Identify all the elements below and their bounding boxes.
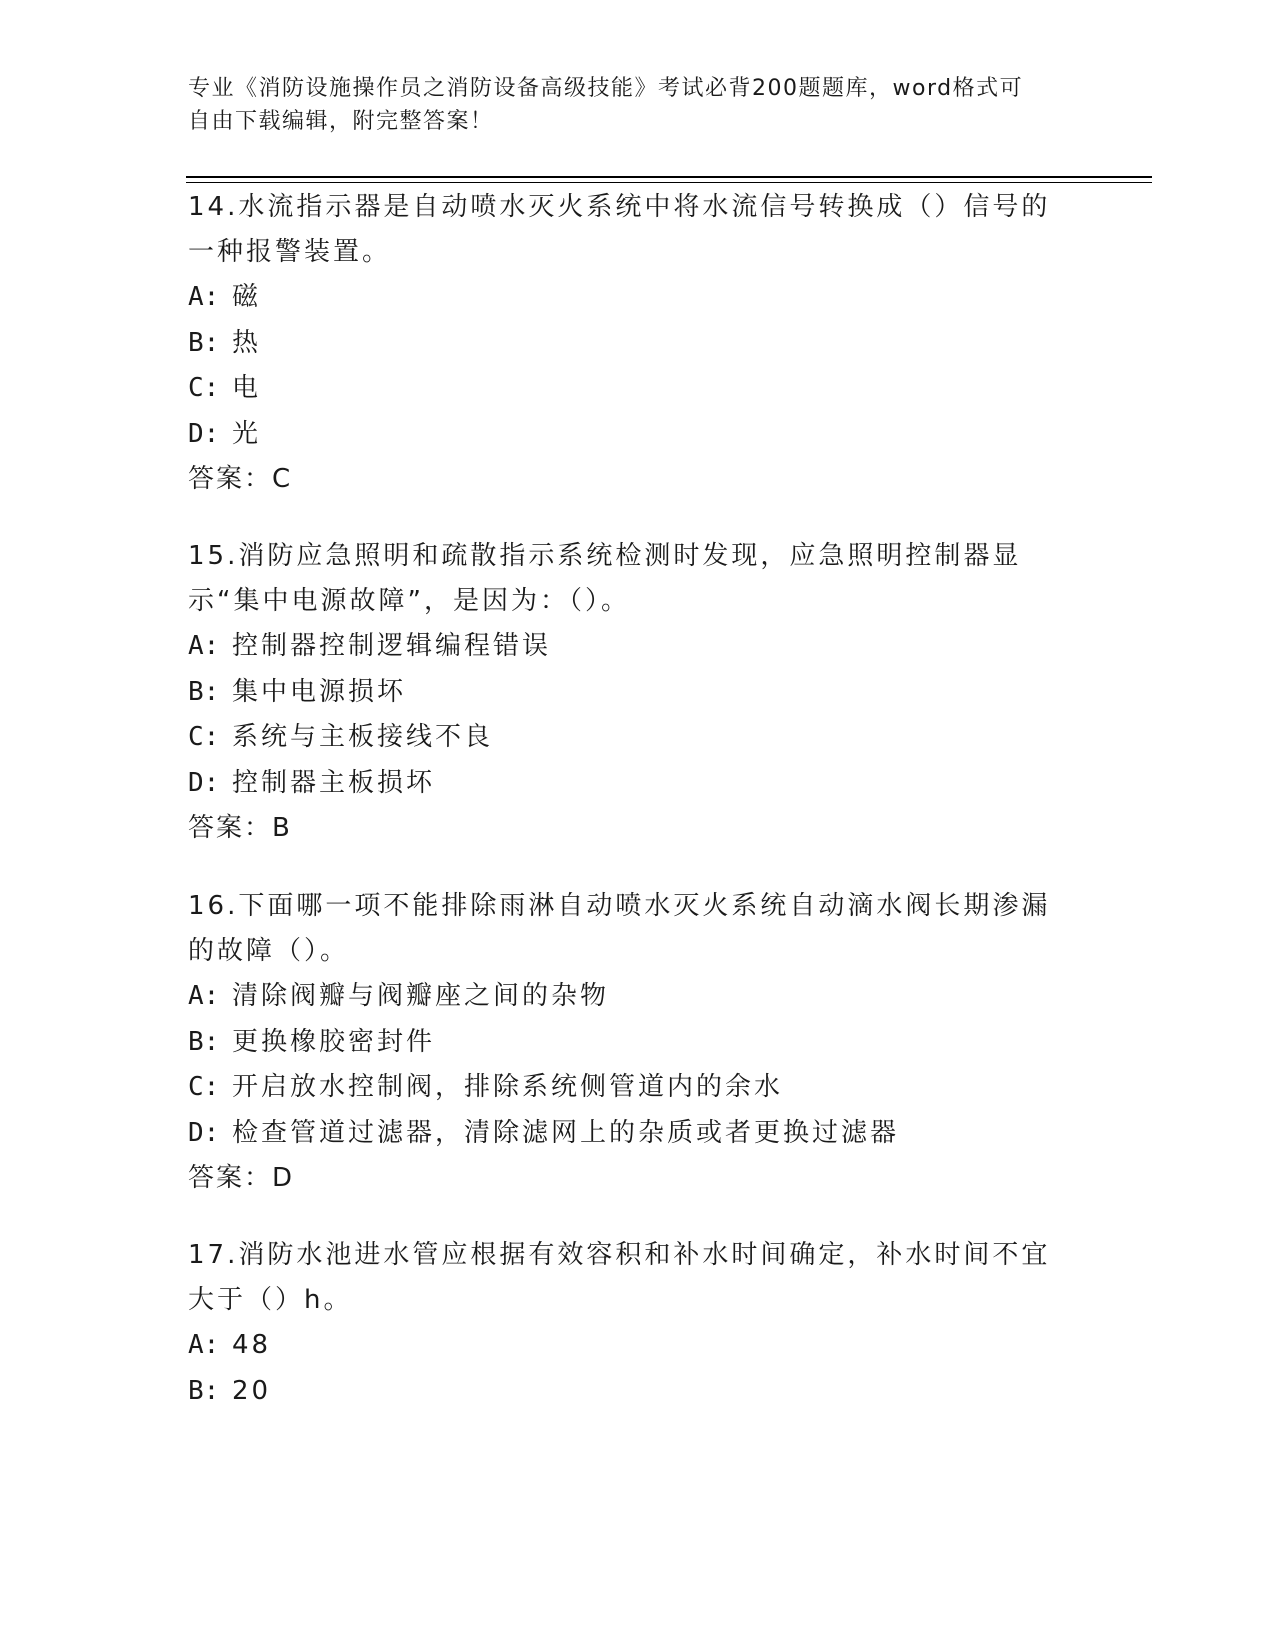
question-15 [188, 534, 1088, 851]
header-divider-thin [186, 182, 1152, 183]
option-letter: A: [188, 1330, 220, 1360]
option-letter: C: [188, 373, 220, 403]
option-letter: B: [188, 327, 220, 358]
option-b [188, 1369, 1088, 1415]
option-d [188, 761, 1088, 807]
header-divider-thick [186, 176, 1152, 178]
option-text: 系统与主板接线不良 [232, 722, 494, 752]
header-title-line-1: 专业《消防设施操作员之消防设备高级技能》考试必背200题题库，word格式可 [188, 76, 1024, 101]
option-text: 电 [232, 373, 262, 403]
option-text: 更换橡胶密封件 [232, 1026, 436, 1057]
option-text: 开启放水控制阀，排除系统侧管道内的余水 [232, 1072, 784, 1102]
option-text: 光 [232, 418, 262, 449]
question-17 [188, 1233, 1088, 1414]
option-text: 20 [232, 1375, 272, 1406]
option-text: 控制器控制逻辑编程错误 [232, 631, 552, 661]
option-letter: C: [188, 1072, 220, 1102]
option-text: 热 [232, 327, 262, 358]
question-stem: 14.水流指示器是自动喷水灭火系统中将水流信号转换成（）信号的一种报警装置。 [188, 192, 1051, 267]
option-a [188, 624, 1088, 670]
option-c [188, 1065, 1088, 1111]
option-letter: C: [188, 722, 220, 752]
option-a [188, 275, 1088, 321]
question-16 [188, 884, 1088, 1201]
option-text: 集中电源损坏 [232, 676, 407, 707]
option-c [188, 366, 1088, 412]
document-header [188, 72, 1068, 138]
option-letter: D: [188, 1117, 220, 1148]
option-letter: B: [188, 1026, 220, 1057]
header-title-line-2: 自由下载编辑，附完整答案！ [188, 109, 494, 134]
question-stem: 15.消防应急照明和疏散指示系统检测时发现，应急照明控制器显示“集中电源故障”，是因为：（）。 [188, 541, 1022, 616]
option-a [188, 1323, 1088, 1369]
option-text: 磁 [232, 282, 262, 312]
option-b [188, 321, 1088, 367]
option-b [188, 670, 1088, 716]
option-letter: D: [188, 418, 220, 449]
option-text: 48 [232, 1330, 272, 1360]
question-14 [188, 185, 1088, 502]
question-stem: 16.下面哪一项不能排除雨淋自动喷水灭火系统自动滴水阀长期渗漏的故障（）。 [188, 891, 1051, 966]
option-letter: A: [188, 631, 220, 661]
answer-line: 答案：D [188, 1163, 295, 1193]
option-d [188, 412, 1088, 458]
question-stem: 17.消防水池进水管应根据有效容积和补水时间确定，补水时间不宜大于（）h。 [188, 1240, 1051, 1315]
option-letter: A: [188, 981, 220, 1011]
option-d [188, 1111, 1088, 1157]
option-b [188, 1020, 1088, 1066]
option-c [188, 715, 1088, 761]
option-text: 检查管道过滤器，清除滤网上的杂质或者更换过滤器 [232, 1117, 900, 1148]
option-letter: B: [188, 676, 220, 707]
option-text: 清除阀瓣与阀瓣座之间的杂物 [232, 981, 610, 1011]
option-letter: A: [188, 282, 220, 312]
answer-line: 答案：C [188, 464, 293, 494]
option-a [188, 974, 1088, 1020]
option-letter: D: [188, 767, 220, 798]
option-text: 控制器主板损坏 [232, 767, 436, 798]
answer-line: 答案：B [188, 813, 292, 843]
option-letter: B: [188, 1375, 220, 1406]
